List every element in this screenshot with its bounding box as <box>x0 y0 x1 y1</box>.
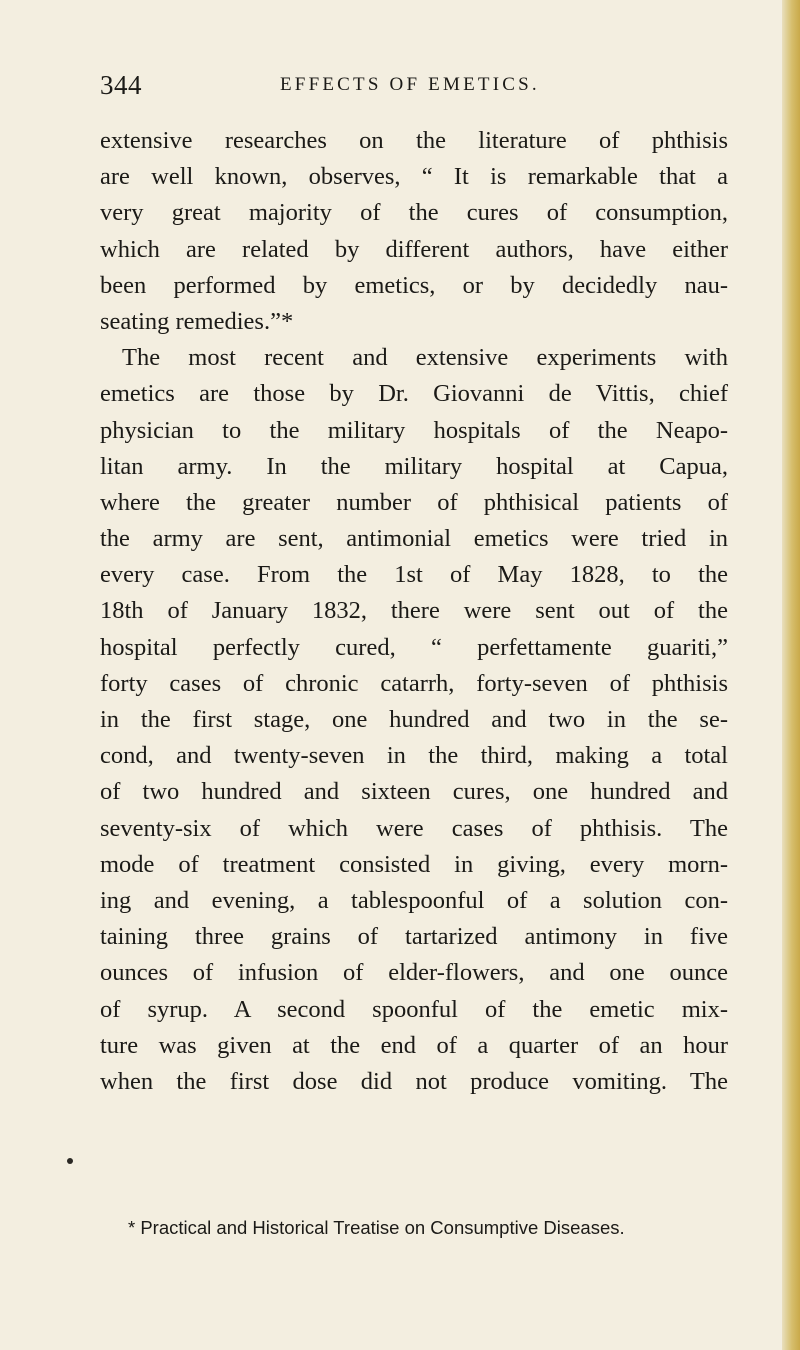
page-edge <box>782 0 800 1350</box>
text-line: forty cases of chronic catarrh, forty-seven of phthisis <box>100 669 728 697</box>
text-line: The most recent and extensive experiments with <box>122 344 728 372</box>
text-line: where the greater number of phthisical patients of <box>100 488 728 516</box>
text-line: seventy-six of which were cases of phthisis. The <box>100 814 728 842</box>
text-line: physician to the military hospitals of the Neapo- <box>100 416 728 444</box>
text-line: emetics are those by Dr. Giovanni de Vittis, chief <box>100 380 728 408</box>
text-line: every case. From the 1st of May 1828, to the <box>100 561 728 589</box>
footnote: * Practical and Historical Treatise on Consumptive Diseases. <box>128 1217 625 1238</box>
ink-speck <box>67 1158 73 1164</box>
text-line: 18th of January 1832, there were sent out of the <box>100 597 728 625</box>
text-line: hospital perfectly cured, “ perfettamente guariti,” <box>100 633 728 661</box>
text-line: are well known, observes, “ It is remarkable that a <box>100 163 728 191</box>
text-line: which are related by different authors, have either <box>100 235 728 263</box>
text-line: of syrup. A second spoonful of the emetic mix- <box>100 995 728 1023</box>
text-line: taining three grains of tartarized antimony in five <box>100 923 728 951</box>
text-line: extensive researches on the literature of phthisis <box>100 127 728 154</box>
body-text <box>100 123 728 1100</box>
text-line: ture was given at the end of a quarter of an hour <box>100 1031 728 1059</box>
text-line: in the first stage, one hundred and two in the se- <box>100 706 728 733</box>
text-line: the army are sent, antimonial emetics were tried in <box>100 525 728 553</box>
text-line: of two hundred and sixteen cures, one hundred and <box>100 778 728 806</box>
running-title: EFFECTS OF EMETICS. <box>280 74 540 95</box>
text-line: litan army. In the military hospital at Capua, <box>100 452 728 480</box>
text-line: very great majority of the cures of consumption, <box>100 199 728 227</box>
text-line: cond, and twenty-seven in the third, making a total <box>100 742 728 770</box>
text-line: seating remedies.”* <box>100 307 294 335</box>
text-line: ounces of infusion of elder-flowers, and one ounce <box>100 959 728 987</box>
text-line: ing and evening, a tablespoonful of a solution con- <box>100 886 728 914</box>
page-number: 344 <box>100 70 142 100</box>
running-head <box>100 70 720 106</box>
text-line: when the first dose did not produce vomiting. The <box>100 1067 728 1095</box>
text-line: been performed by emetics, or by decidedly nau- <box>100 271 728 299</box>
text-line: mode of treatment consisted in giving, every morn- <box>100 850 728 878</box>
